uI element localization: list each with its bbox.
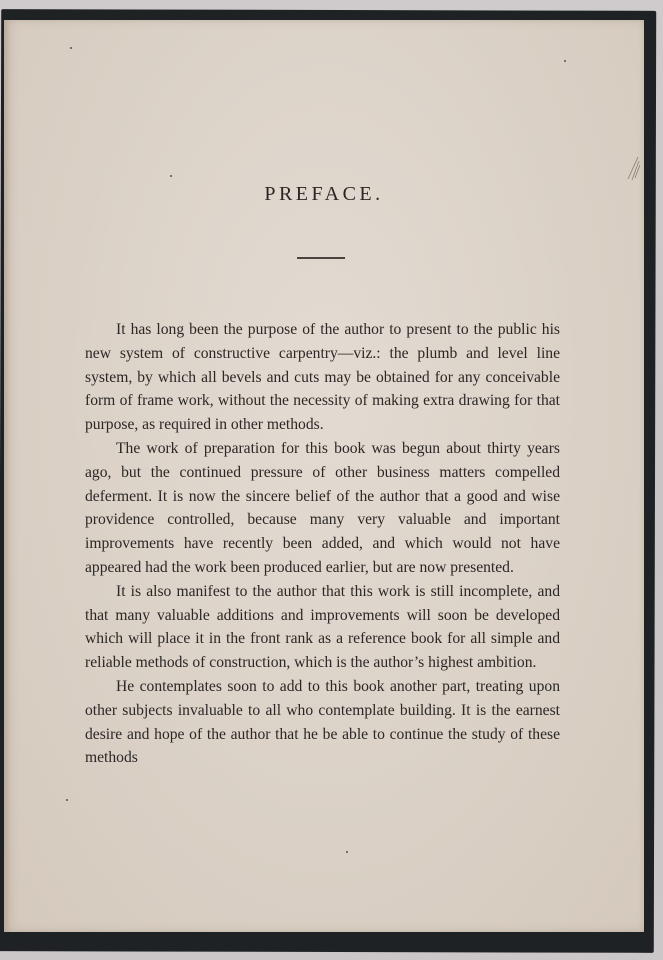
paper-speck: [170, 175, 172, 177]
pencil-mark-icon: [626, 153, 642, 183]
paragraph-2: The work of preparation for this book was begun about thirty years ago, but the continued pressure of other business matters compelled deferment. It is now the sincere belief of the author that a good and wise providence controlled, because many very valuable and important improvements have recently been added, and which would not have appeared had the work been produced earlier, but are now presented.: [85, 439, 560, 576]
preface-body: [85, 318, 560, 770]
page-title: PREFACE.: [264, 183, 384, 205]
paper-speck: [66, 799, 68, 801]
paper-speck: [70, 47, 72, 49]
paragraph-1: It has long been the purpose of the author to present to the public his new system of constructive carpentry—viz.: the plumb and level line system, by which all bevels and cuts may be obtained for any conceivable form of frame work, without the necessity of making extra drawing for that purpose, as required in other methods.: [85, 321, 560, 434]
book-page: [4, 20, 644, 932]
paper-speck: [564, 60, 566, 62]
title-divider: [297, 257, 345, 259]
paragraph-4: He contemplates soon to add to this book another part, treating upon other subjects invaluable to all who contemplate building. It is the earnest desire and hope of the author that he be able to continue the study of these methods: [85, 677, 560, 767]
page-gutter-edge: [4, 20, 10, 932]
paragraph-3: It is also manifest to the author that this work is still incomplete, and that many valuable additions and improvements will soon be developed which will place it in the front rank as a reference book for all simple and reliable methods of construction, which is the author’s highest ambition.: [85, 582, 560, 672]
paper-speck: [346, 851, 348, 853]
